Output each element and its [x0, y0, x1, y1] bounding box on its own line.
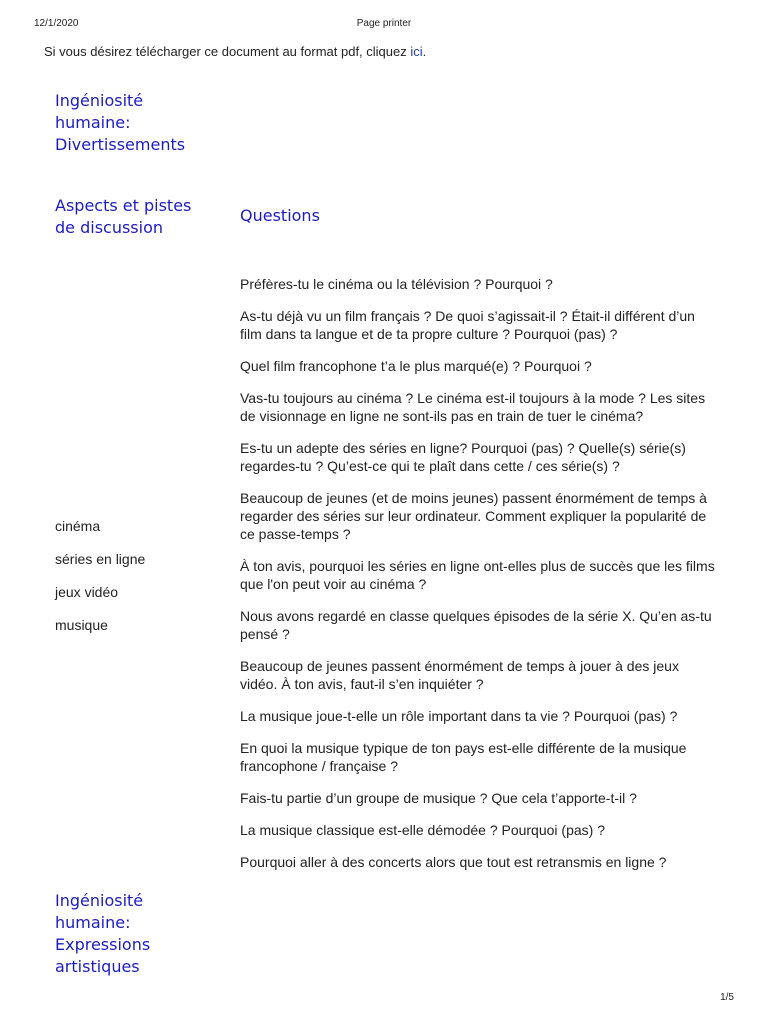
question-item: As-tu déjà vu un film français ? De quoi s’agissait-il ? Était-il différent d’un film dans ta langue et de ta propre culture ? Pourquoi (pas) ?: [240, 308, 695, 342]
pdf-notice-text: Si vous désirez télécharger ce document au format pdf, cliquez: [44, 44, 411, 59]
question-item: Pourquoi aller à des concerts alors que tout est retransmis en ligne ?: [240, 854, 667, 870]
page-number: 1/5: [720, 992, 734, 1003]
questions-list: [240, 275, 720, 885]
column-header-line: de discussion: [55, 218, 164, 237]
question-item: Nous avons regardé en classe quelques épisodes de la série X. Qu’en as-tu pensé ?: [240, 608, 712, 642]
column-header-aspects: [55, 195, 225, 239]
pdf-notice-suffix: .: [422, 44, 427, 59]
section-title-line: Ingéniosité: [55, 891, 144, 910]
question-item: Préfères-tu le cinéma ou la télévision ? Pourquoi ?: [240, 276, 553, 292]
aspect-item: séries en ligne: [55, 551, 146, 567]
section-title-line: humaine:: [55, 113, 131, 132]
aspect-item: jeux vidéo: [55, 584, 119, 600]
aspect-item: cinéma: [55, 518, 101, 534]
section-title-line: Divertissements: [55, 135, 186, 154]
question-item: Vas-tu toujours au cinéma ? Le cinéma est-il toujours à la mode ? Les sites de visionnage en ligne ne sont-ils pas en train de tuer le cinéma?: [240, 390, 706, 424]
section-title-expressions: [55, 890, 215, 978]
question-item: Fais-tu partie d’un groupe de musique ? Que cela t’apporte-t-il ?: [240, 790, 637, 806]
pdf-download-notice: [44, 44, 426, 59]
question-item: Beaucoup de jeunes (et de moins jeunes) passent énormément de temps à regarder des séries sur leur ordinateur. Comment expliquer la popularité de ce passe-temps ?: [240, 490, 707, 542]
section-title-line: Ingéniosité: [55, 91, 144, 110]
question-item: Quel film francophone t’a le plus marqué(e) ? Pourquoi ?: [240, 358, 592, 374]
section-title-line: Expressions: [55, 935, 151, 954]
pdf-download-link[interactable]: ici: [410, 44, 423, 59]
column-header-line: Aspects et pistes: [55, 196, 192, 215]
question-item: La musique joue-t-elle un rôle important dans ta vie ? Pourquoi (pas) ?: [240, 708, 678, 724]
print-page-title: Page printer: [356, 18, 412, 29]
question-item: La musique classique est-elle démodée ? Pourquoi (pas) ?: [240, 822, 605, 838]
question-item: À ton avis, pourquoi les séries en ligne ont-elles plus de succès que les films que l'on peut voir au cinéma ?: [240, 558, 715, 592]
section-title-divertissements: [55, 90, 215, 156]
aspects-list: [55, 517, 145, 649]
aspect-item: musique: [55, 617, 108, 633]
column-header-questions: Questions: [240, 206, 320, 225]
question-item: En quoi la musique typique de ton pays est-elle différente de la musique francophone / française ?: [240, 740, 687, 774]
print-date: 12/1/2020: [34, 18, 79, 29]
question-item: Beaucoup de jeunes passent énormément de temps à jouer à des jeux vidéo. À ton avis, faut-il s’en inquiéter ?: [240, 658, 679, 692]
question-item: Es-tu un adepte des séries en ligne? Pourquoi (pas) ? Quelle(s) série(s) regardes-tu ? Qu’est-ce qui te plaît dans cette / ces série(s) ?: [240, 440, 686, 474]
section-title-line: humaine:: [55, 913, 131, 932]
section-title-line: artistiques: [55, 957, 140, 976]
